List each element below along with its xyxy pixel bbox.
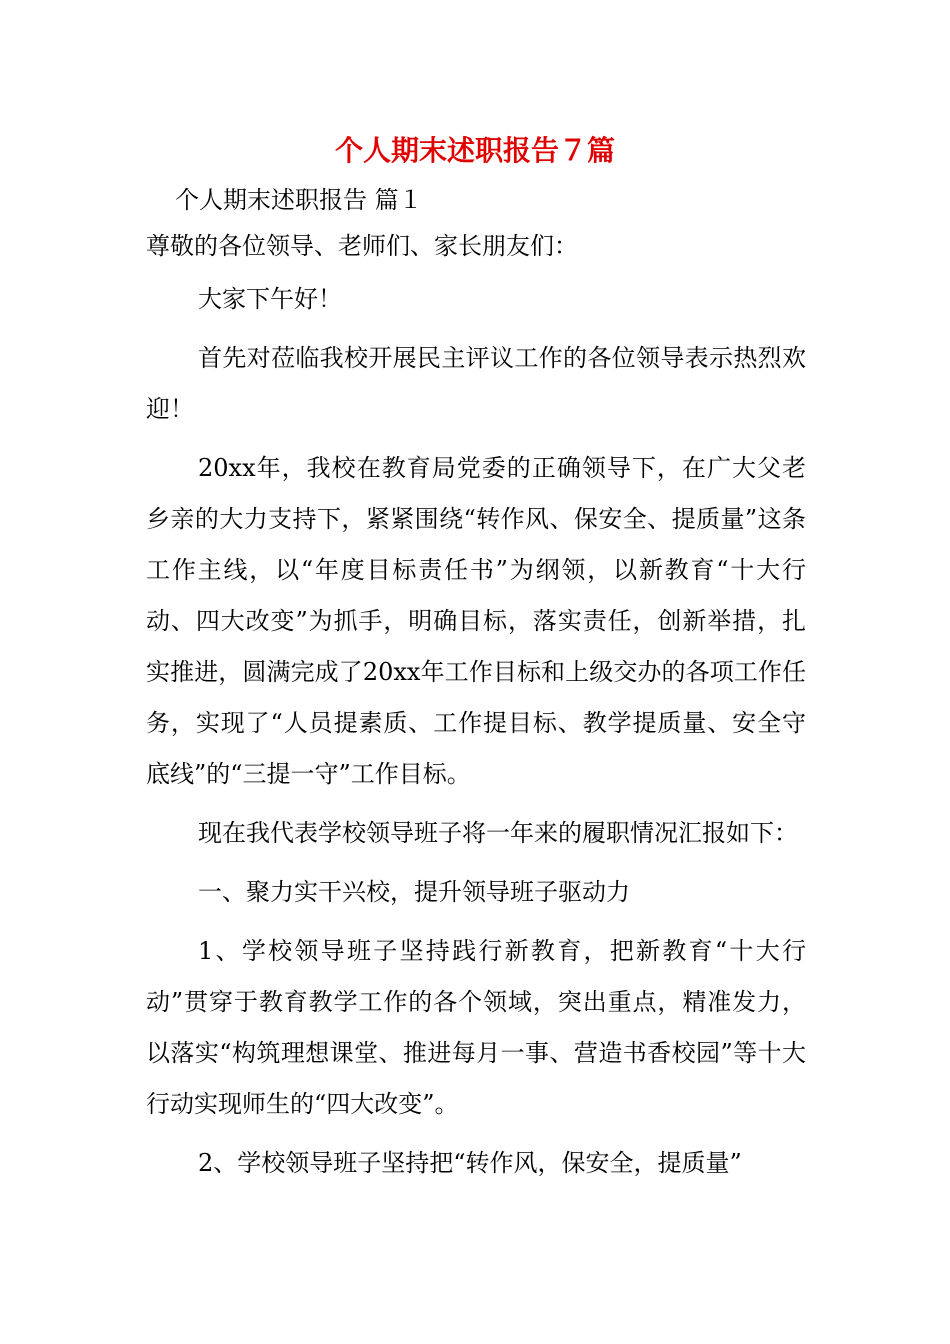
document-body xyxy=(146,226,806,1197)
paragraph-6: 1、学校领导班子坚持践行新教育，把新教育“十大行动”贯穿于教育教学工作的各个领域，突出重点，精准发力，以落实“构筑理想课堂、推进每月一事、营造书香校园”等十大行动实现师生的“四大改变”。 xyxy=(146,937,806,1118)
paragraph-2: 首先对莅临我校开展民主评议工作的各位领导表示热烈欢迎！ xyxy=(146,344,806,423)
paragraph-1: 大家下午好！ xyxy=(198,285,342,313)
paragraph-5: 一、聚力实干兴校，提升领导班子驱动力 xyxy=(198,878,630,906)
section-heading: 个人期末述职报告 篇１ xyxy=(175,186,423,214)
paragraph-7: 2、学校领导班子坚持把“转作风，保安全，提质量” xyxy=(198,1149,742,1177)
document-title: 个人期末述职报告７篇 xyxy=(334,134,615,167)
paragraph-3: 20xx年，我校在教育局党委的正确领导下，在广大父老乡亲的大力支持下，紧紧围绕“转作风、保安全、提质量”这条工作主线，以“年度目标责任书”为纲领，以新教育“十大行动、四大改变”为抓手，明确目标，落实责任，创新举措，扎实推进，圆满完成了20xx年工作目标和上级交办的各项工作任务，实现了“人员提素质、工作提目标、教学提质量、安全守底线”的“三提一守”工作目标。 xyxy=(146,454,806,788)
paragraph-4: 现在我代表学校领导班子将一年来的履职情况汇报如下： xyxy=(198,819,798,847)
greeting: 尊敬的各位领导、老师们、家长朋友们： xyxy=(146,232,578,260)
